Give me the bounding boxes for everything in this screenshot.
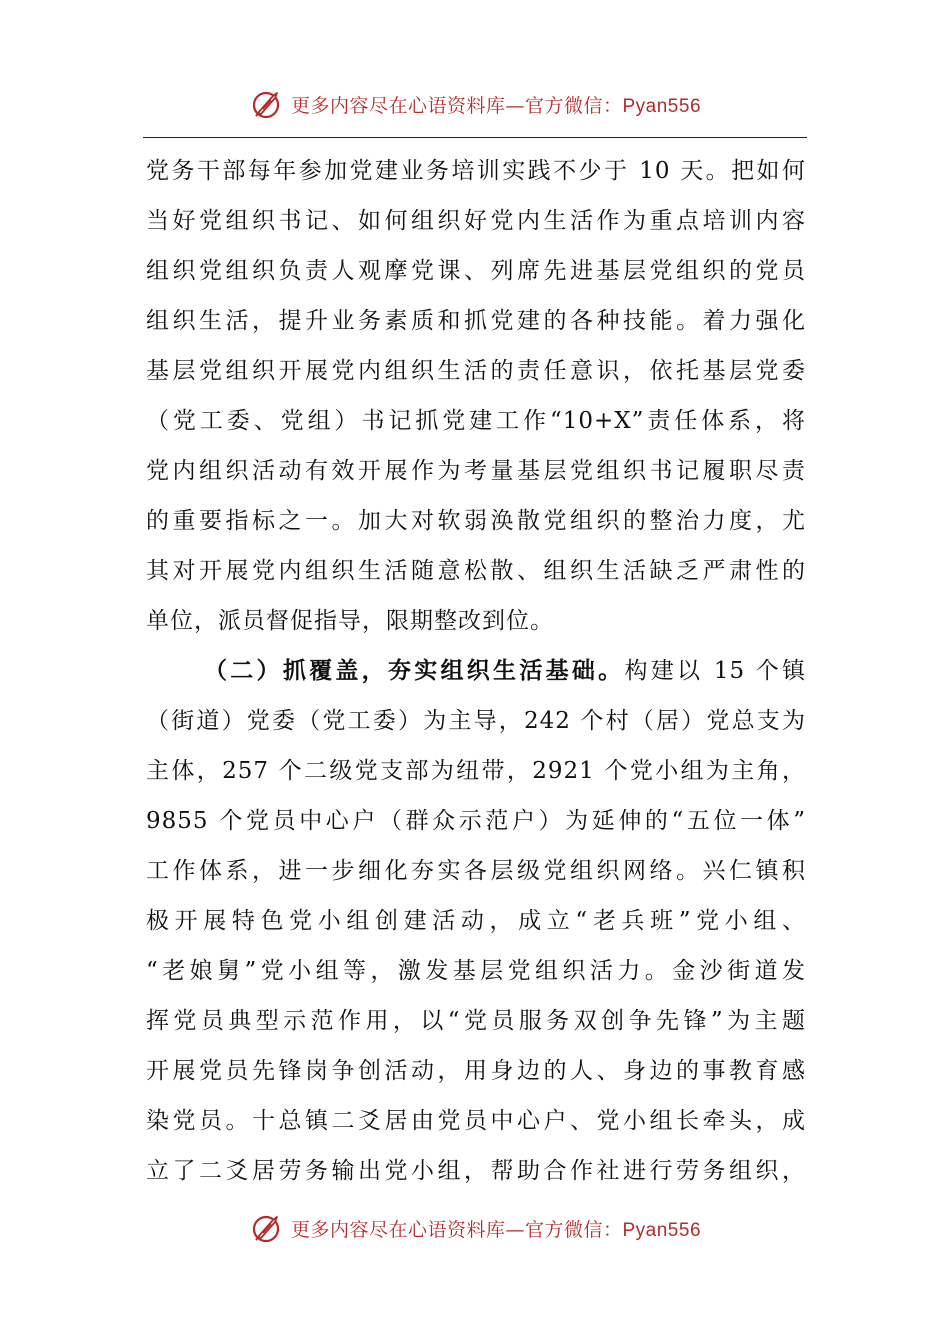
paragraph-line: 挥党员典型示范作用，以“党员服务双创争先锋”为主题 xyxy=(146,1008,806,1034)
paragraph-line: 9855 个党员中心户（群众示范户）为延伸的“五位一体” xyxy=(146,808,806,834)
paragraph-line: 党内组织活动有效开展作为考量基层党组织书记履职尽责 xyxy=(146,458,806,484)
header-banner xyxy=(249,87,701,121)
paragraph-line: 当好党组织书记、如何组织好党内生活作为重点培训内容 xyxy=(146,208,806,234)
paragraph-line: 的重要指标之一。加大对软弱涣散党组织的整治力度，尤 xyxy=(146,508,806,534)
header-banner-wechat: Pyan556 xyxy=(622,95,702,117)
paragraph-line: 组织党组织负责人观摩党课、列席先进基层党组织的党员 xyxy=(146,258,806,284)
footer-banner-main: 更多内容尽在心语资料库—官方微信： xyxy=(290,1218,623,1241)
section-first-text: 构建以 15 个镇 xyxy=(624,658,807,684)
page-header xyxy=(0,84,950,124)
document-body xyxy=(146,146,806,1196)
paragraph-line: （街道）党委（党工委）为主导，242 个村（居）党总支为 xyxy=(146,708,806,734)
paragraph-line: 立了二爻居劳务输出党小组，帮助合作社进行劳务组织， xyxy=(146,1158,806,1184)
paragraph-line: 极开展特色党小组创建活动，成立“老兵班”党小组、 xyxy=(146,908,806,934)
paragraph-line: 组织生活，提升业务素质和抓党建的各种技能。着力强化 xyxy=(146,308,806,334)
paragraph-line: “老娘舅”党小组等，激发基层党组织活力。金沙街道发 xyxy=(146,958,806,984)
page-footer xyxy=(0,1208,950,1248)
paragraph-line: 其对开展党内组织生活随意松散、组织生活缺乏严肃性的 xyxy=(146,558,806,584)
paragraph-line: 工作体系，进一步细化夯实各层级党组织网络。兴仁镇积 xyxy=(146,858,806,884)
paragraph-line: 开展党员先锋岗争创活动，用身边的人、身边的事教育感 xyxy=(146,1058,806,1084)
header-banner-text xyxy=(291,91,701,118)
footer-banner-wechat: Pyan556 xyxy=(622,1219,702,1241)
quill-pen-logo-icon xyxy=(249,1211,283,1245)
paragraph-line: 主体，257 个二级党支部为纽带，2921 个党小组为主角， xyxy=(146,758,806,784)
section-heading: （二）抓覆盖，夯实组织生活基础。 xyxy=(204,657,625,684)
footer-banner xyxy=(249,1211,701,1245)
paragraph-line: 单位，派员督促指导，限期整改到位。 xyxy=(146,608,554,634)
quill-pen-logo-icon xyxy=(249,87,283,121)
paragraph-line: 基层党组织开展党内组织生活的责任意识，依托基层党委 xyxy=(146,358,806,384)
paragraph-line: 染党员。十总镇二爻居由党员中心户、党小组长牵头，成 xyxy=(146,1108,806,1134)
paragraph-line: 党务干部每年参加党建业务培训实践不少于 10 天。把如何 xyxy=(146,158,806,184)
section-heading-line xyxy=(146,646,806,696)
header-banner-main: 更多内容尽在心语资料库—官方微信： xyxy=(290,94,623,117)
header-rule xyxy=(143,137,807,138)
footer-banner-text xyxy=(291,1215,701,1242)
paragraph-line: （党工委、党组）书记抓党建工作“10+X”责任体系，将 xyxy=(146,408,806,434)
